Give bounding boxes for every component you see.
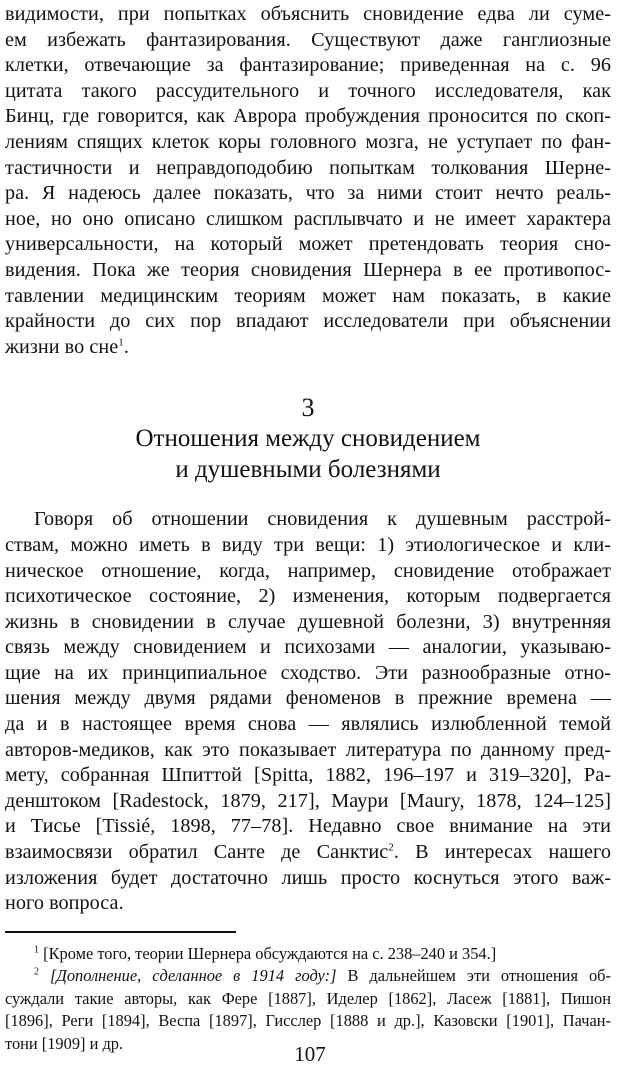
text-line: щие на их принципиальное сходство. Эти разнообразные отно- [5,661,611,684]
text-line: ного вопроса. [5,892,124,915]
text-line: видения. Пока же теория сновидения Шернера в ее противопос- [5,258,611,281]
text-fragment: взаимосвязи обратил Санте де Санктис [5,841,389,864]
text-line [5,840,611,866]
footnote-2 [5,965,611,988]
chapter-title-line-1: Отношения между сновидением [135,425,481,453]
text-line: Говоря об отношении сновидения к душевным расстрой- [34,508,611,531]
text-line: цитата такого рассудительного и точного исследователя, как [5,79,611,102]
text-fragment: . [123,335,129,358]
footnote-text: [Кроме того, теории Шернера обсуждаются на с. 238–240 и 354.] [43,943,497,963]
text-line: ническое отношение, когда, например, сновидение отображает [5,559,611,582]
page-number: 107 [294,1042,326,1066]
footnote-separator [5,931,236,933]
text-line: универсальности, на который может претендовать теория сно- [5,233,611,256]
main-paragraph [5,507,611,917]
text-line [5,335,611,361]
footnote-mark-1: 1 [34,944,39,956]
spacer [5,360,611,393]
text-line: ствам, можно иметь в виду три вещи: 1) этиологическое и кли- [5,533,611,556]
footnote-italic-note: [Дополнение, сделанное в 1914 году:] [50,966,337,986]
text-line: крайности до сих пор впадают исследователи при объяснении [5,310,611,333]
text-line: денштоком [Radestock, 1879, 217], Маури [Maury, 1878, 124–125] [5,789,611,812]
spacer [5,485,611,507]
text-line: ра. Я надеюсь далее показать, что за ними стоит нечто реаль- [5,182,611,205]
footnote-mark-2: 2 [34,966,39,978]
text-line: жизнь в сновидении в случае душевной болезни, 3) внутренняя [5,610,611,633]
text-line: Бинц, где говорится, как Аврора пробуждения проносится по скоп- [5,105,611,128]
top-paragraph [5,2,611,360]
text-line: авторов-медиков, как это показывает литература по данному пред- [5,738,611,761]
text-line: шения между двумя рядами феноменов в прежние времена — [5,687,611,710]
text-line: мету, собранная Шпиттой [Spitta, 1882, 196–197 и 319–320], Ра- [5,764,611,787]
footnote-line: [1896], Реги [1894], Веспа [1897], Гисслер [1888 и др.], Казовски [1901], Пачан- [5,1011,611,1031]
text-line: тавлении медицинским теориям может нам показать, в какие [5,284,611,307]
footnotes [5,943,611,1056]
footnote-text: В дальнейшем эти отношения об- [336,966,611,986]
text-line: психотическое состояние, 2) изменения, которым подвергается [5,585,611,608]
footnote-reference-1: 1 [118,335,124,348]
text-fragment: . В интересах нашего [393,841,611,864]
text-line: ное, но оно описано слишком расплывчато и не имеет характера [5,207,611,230]
text-line: связь между сновидением и психозами — аналогии, указываю- [5,636,611,659]
text-line: ем избежать фантазирования. Существуют даже ганглиозные [5,28,611,51]
text-line: тастичности и неправдоподобию попыткам толкования Шерне- [5,156,611,179]
chapter-title-line-2: и душевными болезнями [175,456,441,484]
book-page [5,2,611,1055]
text-fragment: жизни во сне [5,335,119,358]
text-line: видимости, при попытках объяснить сновидение едва ли суме- [5,3,611,25]
text-line: лениям спящих клеток коры головного мозга, не уступает по фан- [5,130,611,153]
text-line: да и в настоящее время снова — являлись излюбленной темой [5,713,611,736]
footnote-line: тони [1909] и др. [5,1033,124,1053]
footnote-1 [5,943,611,966]
text-line: изложения будет достаточно лишь просто коснуться этого важ- [5,866,611,889]
text-line: клетки, отвечающие за фантазирование; приведенная на с. 96 [5,54,611,77]
footnote-reference-2: 2 [388,841,394,854]
text-line: и Тисье [Tissié, 1898, 77–78]. Недавно свое внимание на эти [5,815,611,838]
chapter-number: 3 [301,393,315,423]
footnote-line: суждали такие авторы, как Фере [1887], Иделер [1862], Ласеж [1881], Пишон [5,988,611,1008]
